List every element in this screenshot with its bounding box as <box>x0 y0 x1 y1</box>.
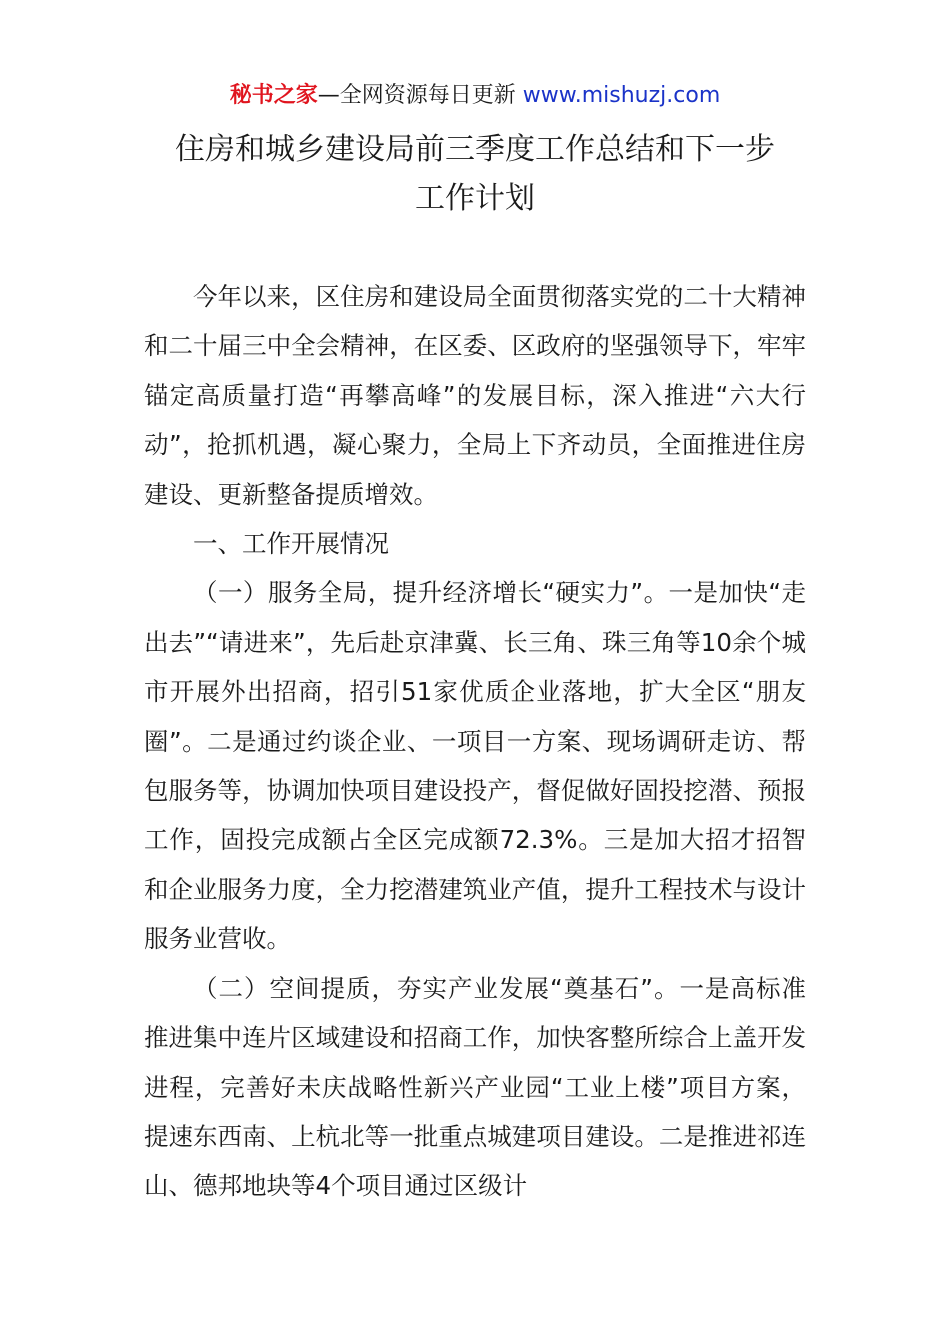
document-title <box>120 125 830 223</box>
site-brand: 秘书之家 <box>229 83 318 108</box>
section-2-paragraph: （二）空间提质，夯实产业发展“奠基石”。一是高标准推进集中连片区域建设和招商工作，加快客整所综合上盖开发进程，完善好未庆战略性新兴产业园“工业上楼”项目方案，提速东西南、上杭北等一批重点城建项目建设。二是推进祁连山、德邦地块等4个项目通过区级计 <box>144 973 806 1201</box>
intro-paragraph: 今年以来，区住房和建设局全面贯彻落实党的二十大精神和二十届三中全会精神，在区委、区政府的坚强领导下，牢牢锚定高质量打造“再攀高峰”的发展目标，深入推进“六大行动”，抢抓机遇，凝心聚力，全局上下齐动员，全面推进住房建设、更新整备提质增效。 <box>144 282 806 509</box>
document-body <box>144 272 806 1211</box>
site-header <box>0 80 950 112</box>
title-line-2: 工作计划 <box>415 181 535 216</box>
site-tagline: —全网资源每日更新 <box>317 83 523 108</box>
site-url-link[interactable]: www.mishuzj.com <box>522 83 721 108</box>
section-1-paragraph: （一）服务全局，提升经济增长“硬实力”。一是加快“走出去”“请进来”，先后赴京津冀、长三角、珠三角等10余个城市开展外出招商，招引51家优质企业落地，扩大全区“朋友圈”。二是通过约谈企业、一项目一方案、现场调研走访、帮包服务等，协调加快项目建设投产，督促做好固投挖潜、预报工作，固投完成额占全区完成额72.3%。三是加大招才招智和企业服务力度，全力挖潜建筑业产值，提升工程技术与设计服务业营收。 <box>144 578 806 954</box>
section-heading: 一、工作开展情况 <box>193 529 389 559</box>
title-line-1: 住房和城乡建设局前三季度工作总结和下一步 <box>175 132 775 167</box>
